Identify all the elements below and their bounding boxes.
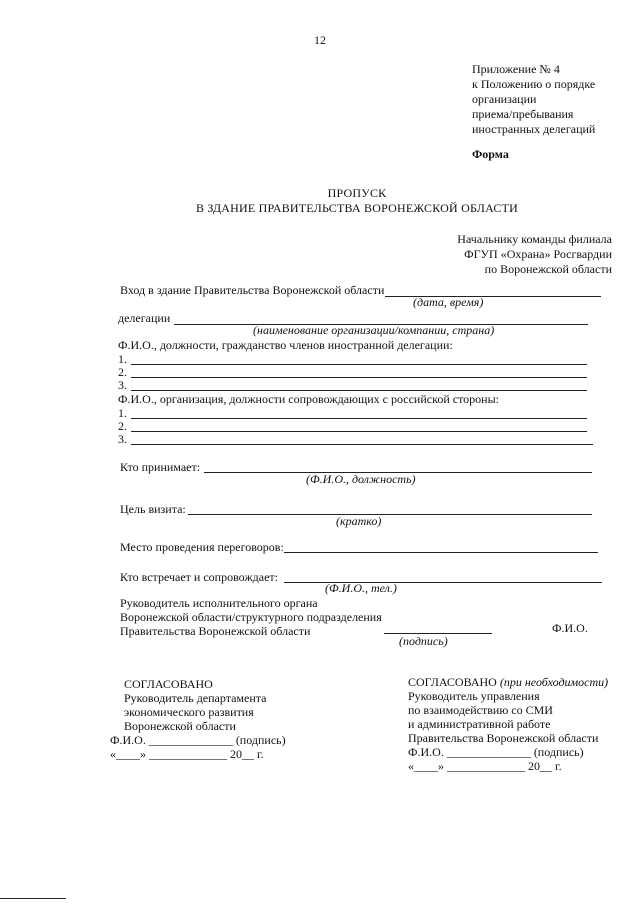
foreign-member-number: 2. <box>118 365 127 379</box>
appendix-line: Приложение № 4 <box>472 62 560 76</box>
escort-label: Кто встречает и сопровождает: <box>120 570 278 584</box>
delegation-label: делегации <box>118 311 171 325</box>
russian-escorts-header: Ф.И.О., организация, должности сопровождающих с российской стороны: <box>118 392 499 406</box>
approval-left-date[interactable]: «____» _____________ 20__ г. <box>110 747 264 761</box>
form-label: Форма <box>472 147 509 161</box>
approval-right-line: по взаимодействию со СМИ <box>408 703 553 717</box>
approval-right-title: СОГЛАСОВАНО <box>408 675 497 689</box>
purpose-label: Цель визита: <box>120 502 186 516</box>
russian-escort-number: 1. <box>118 406 127 420</box>
addressee-line: по Воронежской области <box>484 262 612 276</box>
russian-escort-field[interactable] <box>131 431 587 432</box>
document-title: ПРОПУСК <box>327 186 387 200</box>
page-number: 12 <box>314 33 326 47</box>
foreign-member-number: 3. <box>118 378 127 392</box>
host-label: Кто принимает: <box>120 460 201 474</box>
approval-right-line: Правительства Воронежской области <box>408 731 599 745</box>
appendix-line: приема/пребывания <box>472 107 574 121</box>
head-fio: Ф.И.О. <box>552 621 588 635</box>
appendix-line: организации <box>472 92 537 106</box>
footer-rule <box>0 898 66 899</box>
approval-right-fio[interactable]: Ф.И.О. ______________ (подпись) <box>408 745 584 759</box>
approval-left-title: СОГЛАСОВАНО <box>124 677 213 691</box>
foreign-members-header: Ф.И.О., должности, гражданство членов иностранной делегации: <box>118 338 453 352</box>
approval-right-date[interactable]: «____» _____________ 20__ г. <box>408 759 562 773</box>
foreign-member-field[interactable] <box>131 377 587 378</box>
addressee-line: Начальнику команды филиала <box>457 232 612 246</box>
head-title-line: Руководитель исполнительного органа <box>120 596 318 610</box>
approval-right-title-row <box>408 676 608 690</box>
addressee-line: ФГУП «Охрана» Росгвардии <box>464 247 612 261</box>
foreign-member-field[interactable] <box>131 390 587 391</box>
venue-label: Место проведения переговоров: <box>120 540 284 554</box>
approval-right-line: Руководитель управления <box>408 689 540 703</box>
approval-right-note: (при необходимости) <box>499 675 609 689</box>
appendix-line: к Положению о порядке <box>472 77 596 91</box>
approval-left-line: Воронежской области <box>124 719 236 733</box>
russian-escort-number: 2. <box>118 419 127 433</box>
entry-label: Вход в здание Правительства Воронежской области <box>120 283 385 297</box>
venue-field[interactable] <box>284 552 598 553</box>
appendix-line: иностранных делегаций <box>472 122 596 136</box>
approval-left-line: Руководитель департамента <box>124 691 267 705</box>
approval-left-fio[interactable]: Ф.И.О. ______________ (подпись) <box>110 733 286 747</box>
delegation-hint: (наименование организации/компании, страна) <box>253 323 495 337</box>
document-subtitle: В ЗДАНИЕ ПРАВИТЕЛЬСТВА ВОРОНЕЖСКОЙ ОБЛАСТИ <box>196 201 518 215</box>
approval-left-line: экономического развития <box>124 705 254 719</box>
host-hint: (Ф.И.О., должность) <box>306 472 416 486</box>
approval-right-line: и административной работе <box>408 717 551 731</box>
entry-hint: (дата, время) <box>413 295 484 309</box>
foreign-member-field[interactable] <box>131 364 587 365</box>
russian-escort-number: 3. <box>118 432 127 446</box>
signature-hint: (подпись) <box>399 634 448 648</box>
escort-hint: (Ф.И.О., тел.) <box>325 581 397 595</box>
head-title-line: Воронежской области/структурного подразделения <box>120 610 382 624</box>
head-title-line: Правительства Воронежской области <box>120 624 311 638</box>
russian-escort-field[interactable] <box>131 418 587 419</box>
purpose-hint: (кратко) <box>336 514 382 528</box>
purpose-field[interactable] <box>188 514 592 515</box>
russian-escort-field[interactable] <box>131 444 593 445</box>
foreign-member-number: 1. <box>118 352 127 366</box>
